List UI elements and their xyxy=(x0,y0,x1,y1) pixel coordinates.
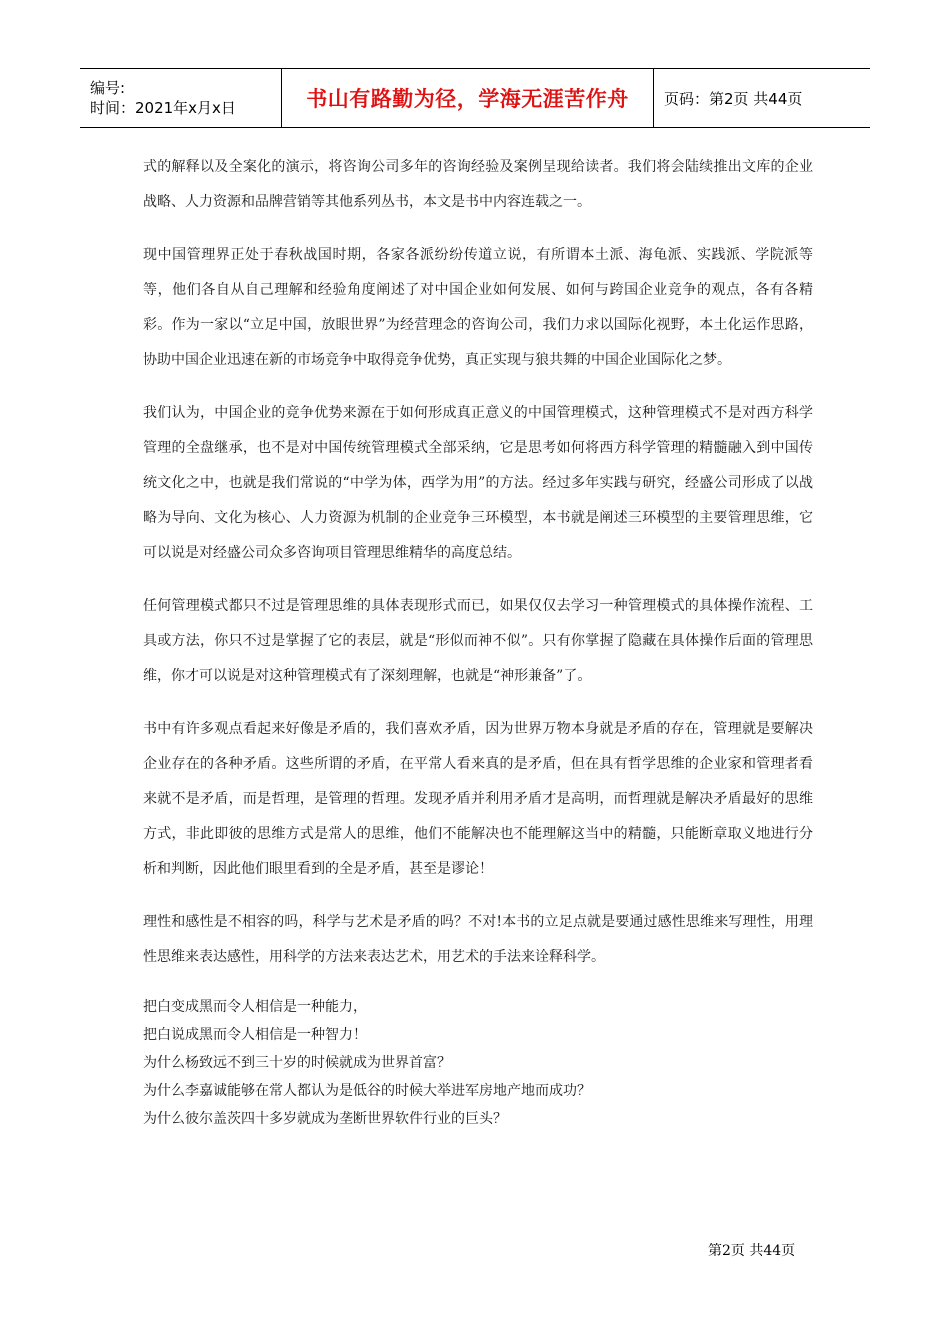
body-paragraph-3: 我们认为，中国企业的竞争优势来源在于如何形成真正意义的中国管理模式，这种管理模式不是对西方科学管理的全盘继承，也不是对中国传统管理模式全部采纳，它是思考如何将西方科学管理的精髓融入到中国传统文化之中，也就是我们常说的“中学为体，西学为用”的方法。经过多年实践与研究，经盛公司形成了以战略为导向、文化为核心、人力资源为机制的企业竞争三环模型，本书就是阐述三环模型的主要管理思维，它可以说是对经盛公司众多咨询项目管理思维精华的高度总结。 xyxy=(143,405,813,561)
header-page-info: 页码：第2页 共44页 xyxy=(664,89,803,108)
page-header xyxy=(80,68,870,128)
body-paragraph-5: 书中有许多观点看起来好像是矛盾的，我们喜欢矛盾，因为世界万物本身就是矛盾的存在，管理就是要解决企业存在的各种矛盾。这些所谓的矛盾，在平常人看来真的是矛盾，但在具有哲学思维的企业家和管理者看来就不是矛盾，而是哲理，是管理的哲理。发现矛盾并利用矛盾才是高明，而哲理就是解决矛盾最好的思维方式，非此即彼的思维方式是常人的思维，他们不能解决也不能理解这当中的精髓，只能断章取义地进行分析和判断，因此他们眼里看到的全是矛盾，甚至是谬论！ xyxy=(143,721,813,877)
body-paragraph-6: 理性和感性是不相容的吗，科学与艺术是矛盾的吗？不对!本书的立足点就是要通过感性思维来写理性，用理性思维来表达感性，用科学的方法来表达艺术，用艺术的手法来诠释科学。 xyxy=(143,914,813,965)
document-body xyxy=(143,150,813,1133)
document-date: 时间：2021年x月x日 xyxy=(90,99,236,117)
body-paragraph-4: 任何管理模式都只不过是管理思维的具体表现形式而已，如果仅仅去学习一种管理模式的具体操作流程、工具或方法，你只不过是掌握了它的表层，就是“形似而神不似”。只有你掌握了隐藏在具体操作后面的管理思维，你才可以说是对这种管理模式有了深刻理解，也就是“神形兼备”了。 xyxy=(143,598,813,684)
short-lines-block xyxy=(143,993,813,1133)
header-motto: 书山有路勤为径，学海无涯苦作舟 xyxy=(306,87,629,111)
text-line-4: 为什么李嘉诚能够在常人都认为是低谷的时候大举进军房地产地而成功？ xyxy=(143,1083,591,1099)
document-number-label: 编号: xyxy=(90,79,126,97)
header-motto-cell xyxy=(282,69,654,127)
text-line-3: 为什么杨致远不到三十岁的时候就成为世界首富？ xyxy=(143,1055,451,1071)
body-paragraph-2: 现中国管理界正处于春秋战国时期，各家各派纷纷传道立说，有所谓本土派、海龟派、实践派、学院派等等，他们各自从自己理解和经验角度阐述了对中国企业如何发展、如何与跨国企业竞争的观点，各有各精彩。作为一家以“立足中国，放眼世界”为经营理念的咨询公司，我们力求以国际化视野，本土化运作思路，协助中国企业迅速在新的市场竞争中取得竞争优势，真正实现与狼共舞的中国企业国际化之梦。 xyxy=(143,247,813,368)
text-line-1: 把白变成黑而令人相信是一种能力， xyxy=(143,999,367,1015)
body-paragraph-1: 式的解释以及全案化的演示，将咨询公司多年的咨询经验及案例呈现给读者。我们将会陆续推出文库的企业战略、人力资源和品牌营销等其他系列丛书，本文是书中内容连载之一。 xyxy=(143,159,813,210)
text-line-2: 把白说成黑而令人相信是一种智力！ xyxy=(143,1027,367,1043)
header-page-cell xyxy=(654,69,870,127)
page-footer: 第2页 共44页 xyxy=(708,1243,796,1259)
header-meta-cell xyxy=(80,69,282,127)
text-line-5: 为什么彼尔盖茨四十多岁就成为垄断世界软件行业的巨头？ xyxy=(143,1111,507,1127)
